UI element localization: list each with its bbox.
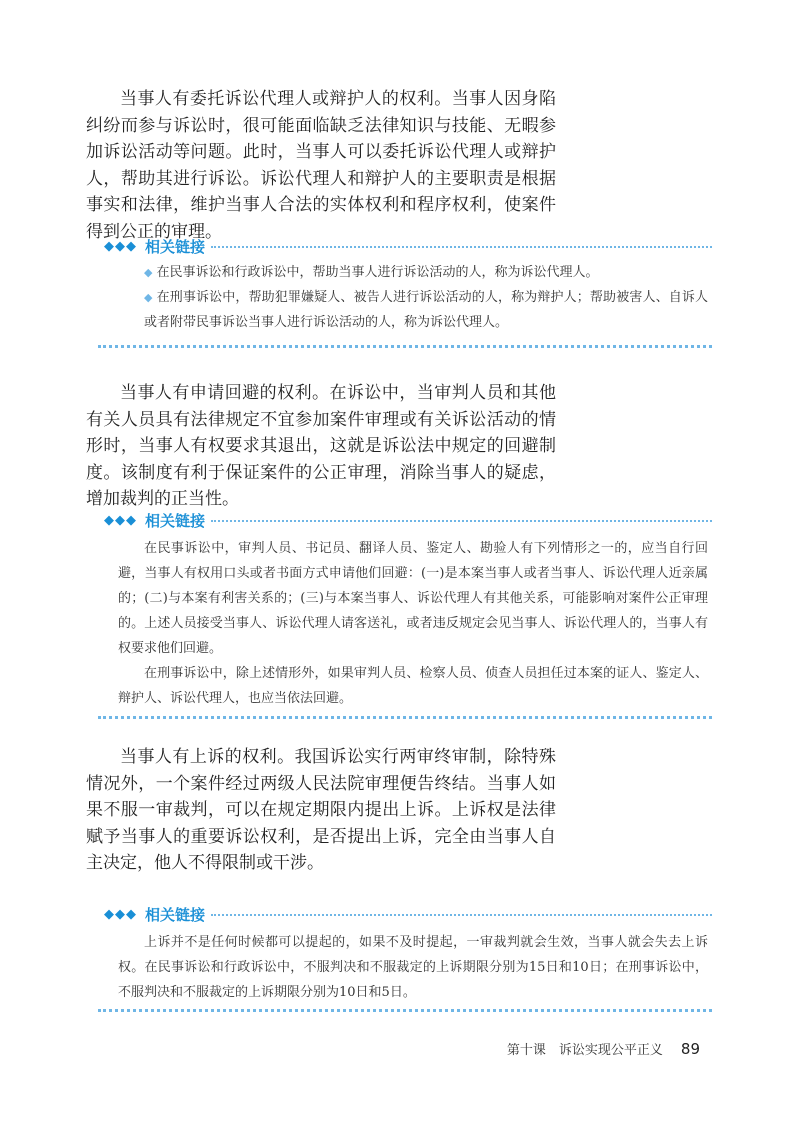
- page-number: 89: [680, 1040, 700, 1058]
- dotted-divider: [98, 345, 712, 348]
- diamond-icon: ◆◆◆: [104, 512, 137, 528]
- chapter-title: 第十课 诉讼实现公平正义: [506, 1043, 663, 1058]
- body-paragraph-3: 当事人有上诉的权利。我国诉讼实行两审终审制，除特殊情况外，一个案件经过两级人民法院审理便告终结。当事人如果不服一审裁判，可以在规定期限内提出上诉。上诉权是法律赋予当事人的重要诉讼权利，是否提出上诉，完全由当事人自主决定，他人不得限制或干涉。: [86, 747, 556, 873]
- body-paragraph-1: 当事人有委托诉讼代理人或辩护人的权利。当事人因身陷纠纷而参与诉讼时，很可能面临缺乏法律知识与技能、无暇参加诉讼活动等问题。此时，当事人可以委托诉讼代理人或辩护人，帮助其进行诉讼。诉讼代理人和辩护人的主要职责是根据事实和法律，维护当事人合法的实体权利和程序权利，使案件得到公正的审理。: [86, 89, 556, 242]
- list-item: 在民事诉讼中，审判人员、书记员、翻译人员、鉴定人、勘验人有下列情形之一的，应当自行回避，当事人有权用口头或者书面方式申请他们回避：(一)是本案当事人或者当事人、诉讼代理人近亲属的；(二)与本案有利害关系的；(三)与本案当事人、诉讼代理人有其他关系，可能影响对案件公正审理的。上述人员接受当事人、诉讼代理人请客送礼，或者违反规定会见当事人、诉讼代理人的，当事人有权要求他们回避。: [118, 541, 708, 656]
- diamond-icon: ◆◆◆: [104, 906, 137, 922]
- related-link-box-3: [104, 904, 712, 1005]
- related-link-header: [104, 510, 712, 530]
- list-item: 上诉并不是任何时候都可以提起的，如果不及时提起，一审裁判就会生效，当事人就会失去上诉权。在民事诉讼和行政诉讼中，不服判决和不服裁定的上诉期限分别为15日和10日；在刑事诉讼中，不服判决和不服裁定的上诉期限分别为10日和5日。: [118, 935, 708, 1000]
- related-link-header: [104, 904, 712, 924]
- related-link-body: [104, 260, 712, 335]
- dotted-divider: [98, 716, 712, 719]
- dotted-divider: [211, 914, 712, 916]
- body-paragraph-2: 当事人有申请回避的权利。在诉讼中，当审判人员和其他有关人员具有法律规定不宜参加案件审理或有关诉讼活动的情形时，当事人有权要求其退出，这就是诉讼法中规定的回避制度。该制度有利于保证案件的公正审理，消除当事人的疑虑，增加裁判的正当性。: [86, 383, 556, 509]
- page-footer: [507, 1039, 700, 1058]
- related-link-title: 相关链接: [145, 905, 206, 924]
- related-link-header: [104, 236, 712, 256]
- dotted-divider: [211, 246, 712, 248]
- dotted-divider: [98, 1009, 712, 1012]
- related-link-title: 相关链接: [145, 237, 206, 256]
- diamond-icon: ◆◆◆: [104, 238, 137, 254]
- bullet-icon: ◆: [144, 291, 153, 304]
- list-item: ◆ 在民事诉讼和行政诉讼中，帮助当事人进行诉讼活动的人，称为诉讼代理人。: [144, 265, 599, 280]
- bullet-icon: ◆: [144, 266, 153, 279]
- related-link-box-1: [104, 236, 712, 335]
- dotted-divider: [211, 520, 712, 522]
- related-link-box-2: [104, 510, 712, 711]
- related-link-body: [104, 930, 712, 1005]
- list-item: 在刑事诉讼中，除上述情形外，如果审判人员、检察人员、侦查人员担任过本案的证人、鉴定人、辩护人、诉讼代理人，也应当依法回避。: [118, 666, 708, 706]
- list-item: ◆ 在刑事诉讼中，帮助犯罪嫌疑人、被告人进行诉讼活动的人，称为辩护人；帮助被害人、自诉人或者附带民事诉讼当事人进行诉讼活动的人，称为诉讼代理人。: [144, 290, 708, 330]
- related-link-title: 相关链接: [145, 511, 206, 530]
- related-link-body: [104, 536, 712, 711]
